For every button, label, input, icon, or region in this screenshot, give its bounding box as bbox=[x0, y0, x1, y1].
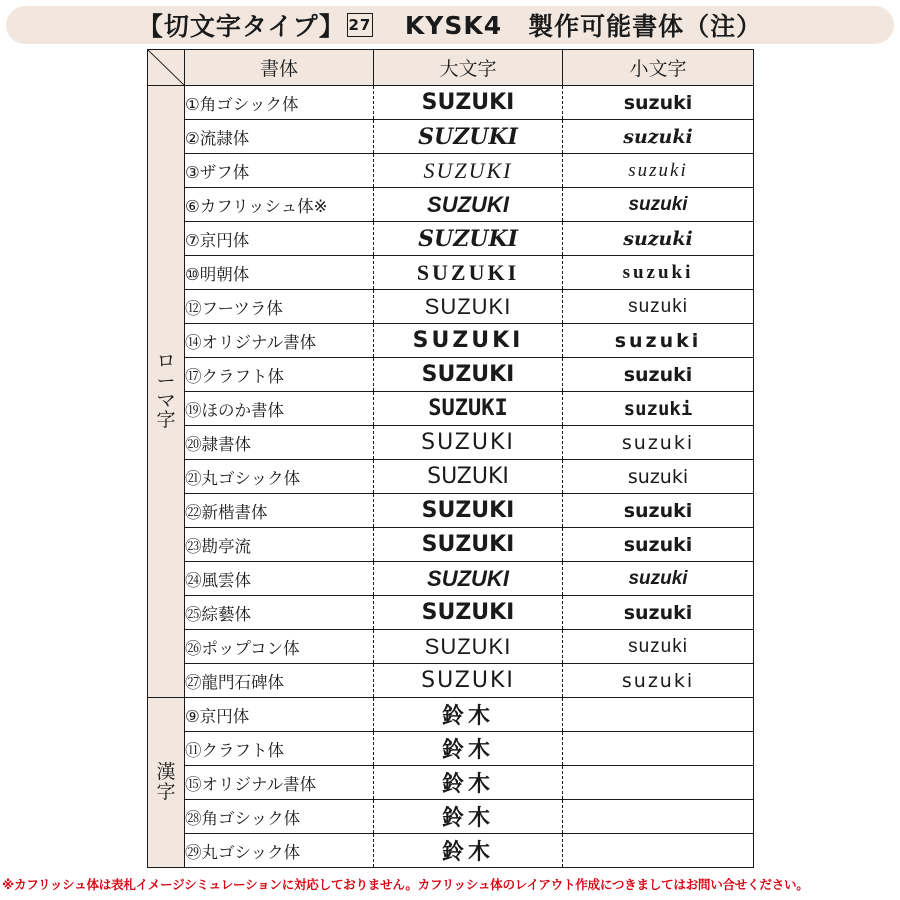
model-code: KYSK4 bbox=[404, 10, 503, 40]
font-table bbox=[147, 49, 754, 868]
table-row bbox=[148, 630, 754, 664]
lowercase-sample-cell bbox=[563, 732, 754, 766]
font-name-cell: ②流隷体 bbox=[185, 120, 374, 154]
table-header-row bbox=[148, 50, 754, 86]
column-header-uppercase: 大文字 bbox=[374, 50, 563, 86]
table-row bbox=[148, 732, 754, 766]
page-title bbox=[6, 6, 894, 44]
table-row bbox=[148, 86, 754, 120]
group-label: 漢字 bbox=[156, 760, 176, 803]
uppercase-sample-cell: SUZUKI bbox=[374, 120, 563, 154]
table-row bbox=[148, 290, 754, 324]
lowercase-sample-cell: suzuki bbox=[563, 392, 754, 426]
uppercase-sample-cell: 鈴木 bbox=[374, 732, 563, 766]
table-row bbox=[148, 256, 754, 290]
column-header-font: 書体 bbox=[185, 50, 374, 86]
font-name-cell: ㉑丸ゴシック体 bbox=[185, 460, 374, 494]
uppercase-sample-cell: SUZUKI bbox=[374, 562, 563, 596]
table-row bbox=[148, 596, 754, 630]
uppercase-sample-cell: 鈴木 bbox=[374, 800, 563, 834]
lowercase-sample-cell bbox=[563, 800, 754, 834]
uppercase-sample-cell: SUZUKI bbox=[374, 86, 563, 120]
font-name-cell: ⑮オリジナル書体 bbox=[185, 766, 374, 800]
uppercase-sample-cell: SUZUKI bbox=[374, 290, 563, 324]
uppercase-sample-cell: SUZUKI bbox=[374, 528, 563, 562]
font-name-cell: ①角ゴシック体 bbox=[185, 94, 299, 114]
table-row bbox=[148, 358, 754, 392]
table-row bbox=[148, 800, 754, 834]
lowercase-sample-cell: suzuki bbox=[563, 596, 754, 630]
uppercase-sample-cell: SUZUKI bbox=[374, 494, 563, 528]
font-name-cell: ⑪クラフト体 bbox=[185, 732, 374, 766]
font-name-cell: ⑰クラフト体 bbox=[185, 358, 374, 392]
uppercase-sample-cell: SUZUKI bbox=[374, 596, 563, 630]
footnote: ※カフリッシュ体は表札イメージシミュレーションに対応しておりません。カフリッシュ体のレイアウト作成につきましてはお問い合せください。 bbox=[2, 877, 809, 892]
uppercase-sample-cell: 鈴木 bbox=[374, 834, 563, 868]
lowercase-sample-cell bbox=[563, 698, 754, 732]
title-suffix: 製作可能書体（注） bbox=[528, 12, 763, 41]
font-name-cell: ⑭オリジナル書体 bbox=[185, 324, 374, 358]
table-body bbox=[148, 86, 754, 868]
group-label: ローマ字 bbox=[156, 349, 176, 432]
lowercase-sample-cell: suzuki bbox=[563, 460, 754, 494]
table-row bbox=[148, 766, 754, 800]
lowercase-sample-cell: suzuki bbox=[563, 426, 754, 460]
uppercase-sample-cell: SUZUKI bbox=[374, 222, 563, 256]
diagonal-line-icon bbox=[148, 50, 184, 85]
font-name-cell: ⑳隷書体 bbox=[185, 426, 374, 460]
lowercase-sample-cell: suzuki bbox=[563, 120, 754, 154]
font-name-cell: ㉕綜藝体 bbox=[185, 596, 374, 630]
lowercase-sample-cell: suzuki bbox=[563, 324, 754, 358]
uppercase-sample-cell: SUZUKI bbox=[374, 358, 563, 392]
lowercase-sample-cell: suzuki bbox=[563, 256, 754, 290]
group-label-cell bbox=[148, 86, 185, 698]
uppercase-sample-cell: 鈴木 bbox=[374, 766, 563, 800]
lowercase-sample-cell: suzuki bbox=[563, 154, 754, 188]
lowercase-sample-cell: suzuki bbox=[563, 630, 754, 664]
lowercase-sample-cell: suzuki bbox=[563, 290, 754, 324]
lowercase-sample-cell bbox=[563, 834, 754, 868]
table-row bbox=[148, 834, 754, 868]
lowercase-sample-cell: suzuki bbox=[563, 188, 754, 222]
uppercase-sample-cell: SUZUKI bbox=[374, 460, 563, 494]
font-name-cell: ③ザフ体 bbox=[185, 154, 374, 188]
font-name-cell: ㉓勘亭流 bbox=[185, 528, 374, 562]
font-name-cell: ㉗龍門石碑体 bbox=[185, 664, 374, 698]
lowercase-sample-cell: suzuki bbox=[563, 494, 754, 528]
table-row bbox=[148, 460, 754, 494]
column-header-lowercase: 小文字 bbox=[563, 50, 754, 86]
font-name-cell: ㉙丸ゴシック体 bbox=[185, 834, 374, 868]
table-row bbox=[148, 154, 754, 188]
uppercase-sample-cell: SUZUKI bbox=[374, 426, 563, 460]
lowercase-sample-cell: suzuki bbox=[563, 562, 754, 596]
table-row bbox=[148, 528, 754, 562]
font-name-cell: ⑨京円体 bbox=[185, 698, 374, 732]
lowercase-sample-cell: suzuki bbox=[563, 358, 754, 392]
lowercase-sample-cell: suzuki bbox=[563, 528, 754, 562]
table-row bbox=[148, 562, 754, 596]
table-row bbox=[148, 222, 754, 256]
font-name-cell: ㉒新楷書体 bbox=[185, 494, 374, 528]
font-name-cell: ㉘角ゴシック体 bbox=[185, 800, 374, 834]
table-row bbox=[148, 494, 754, 528]
font-name-cell: ⑩明朝体 bbox=[185, 256, 374, 290]
font-name-cell: ㉔風雲体 bbox=[185, 562, 374, 596]
model-number-badge: 27 bbox=[347, 13, 373, 37]
font-name-cell: ⑫フーツラ体 bbox=[185, 290, 374, 324]
lowercase-sample-cell: suzuki bbox=[563, 222, 754, 256]
table-row bbox=[148, 426, 754, 460]
title-prefix: 【切文字タイプ】 bbox=[137, 12, 345, 41]
group-label-cell bbox=[148, 698, 185, 868]
uppercase-sample-cell: SUZUKI bbox=[374, 188, 563, 222]
uppercase-sample-cell: SUZUKI bbox=[374, 256, 563, 290]
table-row bbox=[148, 698, 754, 732]
table-row bbox=[148, 120, 754, 154]
table-row bbox=[148, 392, 754, 426]
table-row bbox=[148, 324, 754, 358]
lowercase-sample-cell: suzuki bbox=[563, 664, 754, 698]
uppercase-sample-cell: SUZUKI bbox=[374, 154, 563, 188]
uppercase-sample-cell: SUZUKI bbox=[374, 324, 563, 358]
uppercase-sample-cell: 鈴木 bbox=[374, 698, 563, 732]
font-name-cell: ⑲ほのか書体 bbox=[185, 392, 374, 426]
font-name-cell: ㉖ポップコン体 bbox=[185, 630, 374, 664]
font-name-cell: ⑦京円体 bbox=[185, 222, 374, 256]
uppercase-sample-cell: SUZUKI bbox=[374, 392, 563, 426]
lowercase-sample-cell: suzuki bbox=[563, 86, 754, 120]
table-row bbox=[148, 664, 754, 698]
uppercase-sample-cell: SUZUKI bbox=[374, 630, 563, 664]
corner-cell bbox=[148, 50, 185, 86]
table-row bbox=[148, 188, 754, 222]
uppercase-sample-cell: SUZUKI bbox=[374, 664, 563, 698]
font-name-cell: ⑥カフリッシュ体※ bbox=[185, 188, 374, 222]
lowercase-sample-cell bbox=[563, 766, 754, 800]
